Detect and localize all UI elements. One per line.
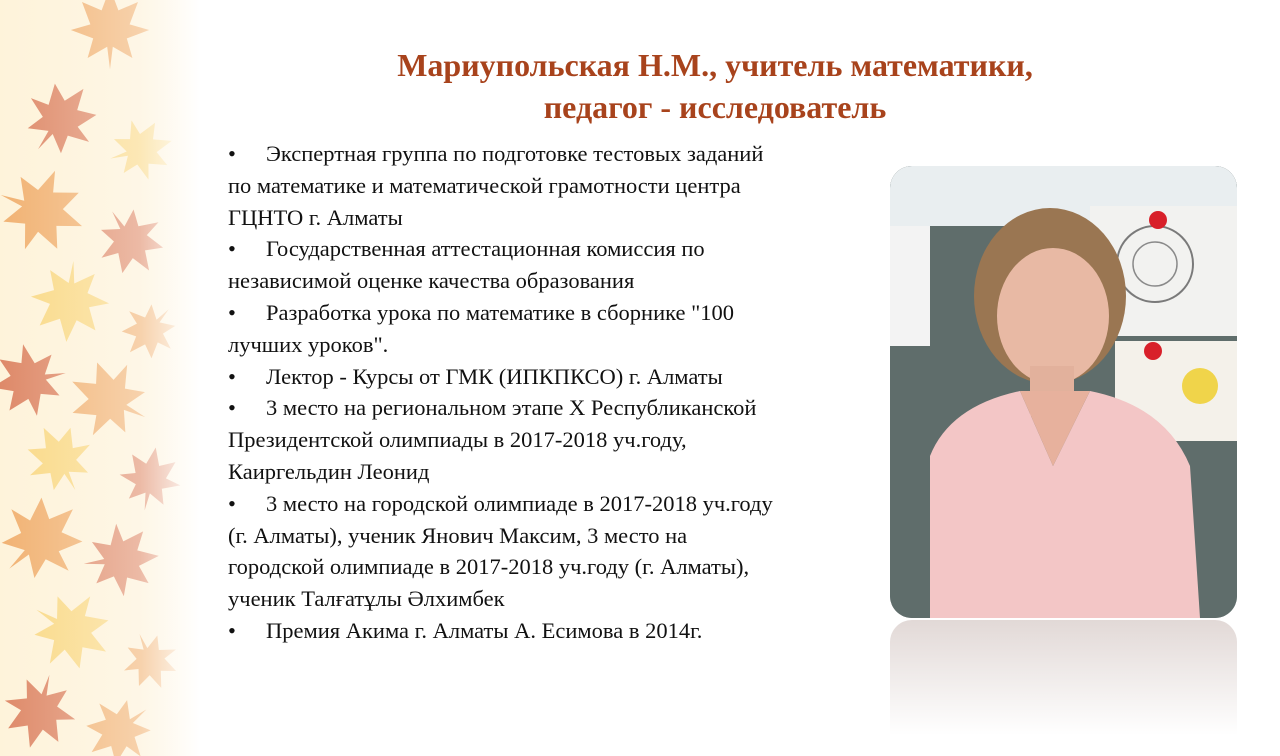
achievement-text: Каиргельдин Леонид	[228, 458, 430, 484]
bullet-icon: •	[228, 299, 236, 325]
achievement-text: Государственная аттестационная комиссия по	[266, 236, 705, 262]
achievement-line	[228, 265, 878, 297]
achievement-item	[228, 392, 878, 487]
achievement-line	[228, 615, 878, 647]
achievements-list	[228, 138, 878, 647]
achievement-line	[228, 138, 878, 170]
achievement-item	[228, 233, 878, 297]
achievement-text: 3 место на городской олимпиаде в 2017-2018 уч.году	[266, 490, 773, 516]
autumn-leaves-icon	[0, 0, 200, 756]
achievement-line	[228, 583, 878, 615]
achievement-text: по математике и математической грамотности центра	[228, 172, 741, 198]
teacher-photo	[890, 166, 1237, 618]
achievement-line	[228, 392, 878, 424]
achievement-text: Премия Акима г. Алматы А. Есимова в 2014г.	[266, 617, 703, 643]
teacher-portrait-photo	[890, 166, 1237, 618]
achievement-text: лучших уроков".	[228, 331, 389, 357]
achievement-text: (г. Алматы), ученик Янович Максим, 3 место на	[228, 522, 688, 548]
achievement-text: ученик Талғатұлы Әлхимбек	[228, 586, 505, 612]
achievement-item	[228, 615, 878, 647]
achievement-text: Экспертная группа по подготовке тестовых заданий	[266, 141, 764, 166]
achievement-line	[228, 456, 878, 488]
achievement-text: независимой оценке качества образования	[228, 268, 635, 294]
title-line-1: Мариупольская Н.М., учитель математики,	[397, 47, 1033, 83]
achievement-text: ГЦНТО г. Алматы	[228, 204, 403, 230]
achievement-item	[228, 361, 878, 393]
bullet-icon: •	[228, 490, 236, 516]
achievement-line	[228, 361, 878, 393]
achievement-text: 3 место на региональном этапе Х Республиканской	[266, 395, 757, 421]
achievement-item	[228, 297, 878, 361]
achievement-text: Лектор - Курсы от ГМК (ИПКПКСО) г. Алматы	[266, 363, 723, 389]
bullet-icon: •	[228, 236, 236, 262]
bullet-icon: •	[228, 395, 236, 421]
achievement-text: Президентской олимпиады в 2017-2018 уч.году,	[228, 427, 687, 453]
bullet-icon: •	[228, 363, 236, 389]
achievement-line	[228, 329, 878, 361]
achievement-line	[228, 488, 878, 520]
bullet-icon: •	[228, 617, 236, 643]
achievement-line	[228, 551, 878, 583]
photo-reflection	[890, 620, 1237, 756]
autumn-leaves-decoration	[0, 0, 200, 756]
bullet-icon: •	[228, 141, 236, 166]
achievement-line	[228, 297, 878, 329]
achievement-line	[228, 233, 878, 265]
achievement-text: Разработка урока по математике в сборнике "100	[266, 299, 735, 325]
title-line-2: педагог - исследователь	[543, 89, 887, 125]
page-title	[300, 44, 1130, 128]
achievement-item	[228, 138, 878, 233]
achievement-line	[228, 202, 878, 234]
achievement-line	[228, 170, 878, 202]
achievement-text: городской олимпиаде в 2017-2018 уч.году (г. Алматы),	[228, 554, 750, 580]
achievement-item	[228, 488, 878, 615]
achievement-line	[228, 424, 878, 456]
achievement-line	[228, 520, 878, 552]
